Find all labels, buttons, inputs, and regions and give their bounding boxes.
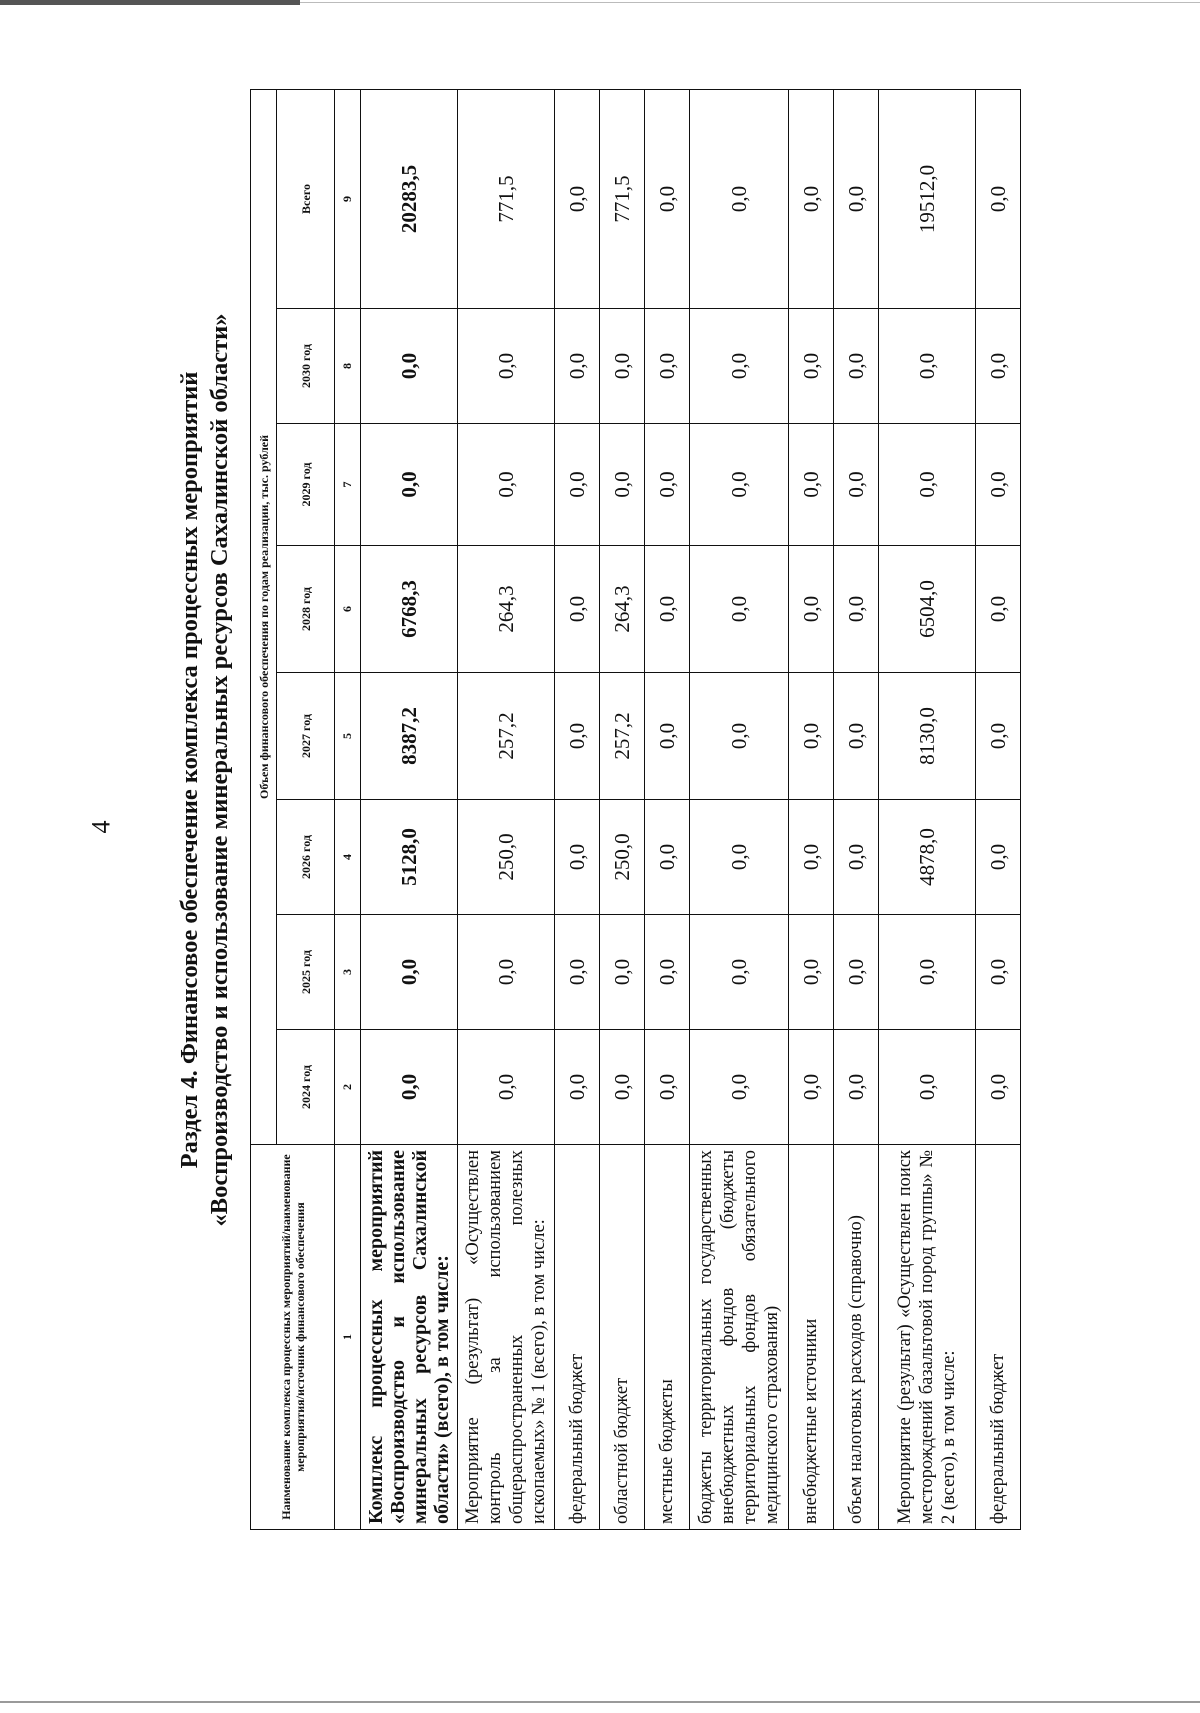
cell-value: 264,3 [600, 546, 645, 673]
cell-value: 6504,0 [879, 546, 976, 673]
cell-value: 0,0 [645, 546, 690, 673]
column-index: 6 [335, 546, 361, 673]
row-name: Комплекс процессных мероприятий «Воспроизводство и использование минеральных ресурсов Сахалинской области» (всего), в том числе: [361, 1145, 458, 1530]
column-index: 5 [335, 673, 361, 800]
row-name: областной бюджет [600, 1145, 645, 1530]
section-heading [175, 10, 235, 1530]
cell-value: 0,0 [789, 89, 834, 308]
column-index: 4 [335, 800, 361, 915]
cell-value: 257,2 [600, 673, 645, 800]
row-name: Мероприятие (результат) «Осуществлен поиск месторождений базальтовой пород группы» № 2 (всего), в том числе: [879, 1145, 976, 1530]
heading-line-1: Раздел 4. Финансовое обеспечение комплекса процессных мероприятий [176, 371, 203, 1169]
page-number: 4 [86, 820, 116, 834]
cell-value: 0,0 [600, 424, 645, 546]
year-header: 2029 год [277, 424, 335, 546]
column-index: 8 [335, 309, 361, 424]
cell-value: 0,0 [789, 800, 834, 915]
cell-value: 250,0 [458, 800, 555, 915]
heading-line-2: «Воспроизводство и использование минеральных ресурсов Сахалинской области» [206, 313, 233, 1227]
cell-value: 8387,2 [361, 673, 458, 800]
table-row [600, 89, 645, 1529]
row-name: внебюджетные источники [789, 1145, 834, 1530]
column-index: 1 [335, 1145, 361, 1530]
cell-value: 0,0 [361, 1030, 458, 1145]
cell-value: 0,0 [600, 1030, 645, 1145]
cell-value: 0,0 [690, 915, 789, 1030]
scan-edge-top-thin [300, 2, 1200, 3]
table-row [879, 89, 976, 1529]
cell-value: 0,0 [600, 309, 645, 424]
cell-value: 0,0 [555, 89, 600, 308]
cell-value: 250,0 [600, 800, 645, 915]
row-name: федеральный бюджет [976, 1145, 1021, 1530]
cell-value: 0,0 [834, 424, 879, 546]
row-name: федеральный бюджет [555, 1145, 600, 1530]
table-row [834, 89, 879, 1529]
cell-value: 0,0 [834, 800, 879, 915]
cell-value: 0,0 [834, 915, 879, 1030]
cell-value: 0,0 [834, 673, 879, 800]
table-row [555, 89, 600, 1529]
cell-value: 0,0 [976, 800, 1021, 915]
cell-value: 0,0 [361, 915, 458, 1030]
year-header: 2025 год [277, 915, 335, 1030]
table-row [976, 89, 1021, 1529]
cell-value: 0,0 [976, 673, 1021, 800]
scan-edge-bottom [0, 1701, 1200, 1703]
cell-value: 0,0 [645, 673, 690, 800]
cell-value: 0,0 [879, 309, 976, 424]
cell-value: 0,0 [834, 1030, 879, 1145]
row-name: бюджеты территориальных государственных внебюджетных фондов (бюджеты территориальных фондов обязательного медицинского страхования) [690, 1145, 789, 1530]
cell-value: 0,0 [600, 915, 645, 1030]
row-name: местные бюджеты [645, 1145, 690, 1530]
cell-value: 0,0 [976, 309, 1021, 424]
cell-value: 0,0 [976, 915, 1021, 1030]
column-index: 7 [335, 424, 361, 546]
scan-edge-top [0, 0, 300, 5]
col-name-header: Наименование комплекса процессных мероприятий/наименование мероприятия/источник финансового обеспечения [251, 1145, 335, 1530]
group-header: Объем финансового обеспечения по годам реализации, тыс. рублей [251, 89, 277, 1144]
cell-value: 0,0 [879, 1030, 976, 1145]
cell-value: 0,0 [690, 424, 789, 546]
total-header: Всего [277, 89, 335, 308]
cell-value: 0,0 [555, 1030, 600, 1145]
table-row [361, 89, 458, 1529]
column-index: 9 [335, 89, 361, 308]
cell-value: 0,0 [361, 309, 458, 424]
cell-value: 0,0 [458, 309, 555, 424]
cell-value: 0,0 [555, 673, 600, 800]
cell-value: 0,0 [976, 1030, 1021, 1145]
cell-value: 8130,0 [879, 673, 976, 800]
cell-value: 0,0 [789, 673, 834, 800]
cell-value: 0,0 [645, 1030, 690, 1145]
cell-value: 4878,0 [879, 800, 976, 915]
cell-value: 0,0 [555, 309, 600, 424]
table-row [789, 89, 834, 1529]
cell-value: 0,0 [789, 424, 834, 546]
cell-value: 0,0 [834, 89, 879, 308]
table-row [645, 89, 690, 1529]
cell-value: 0,0 [834, 309, 879, 424]
cell-value: 0,0 [879, 915, 976, 1030]
cell-value: 0,0 [976, 546, 1021, 673]
table-row [458, 89, 555, 1529]
cell-value: 0,0 [690, 309, 789, 424]
column-index: 3 [335, 915, 361, 1030]
row-name: объем налоговых расходов (справочно) [834, 1145, 879, 1530]
cell-value: 0,0 [690, 800, 789, 915]
cell-value: 771,5 [458, 89, 555, 308]
year-header: 2028 год [277, 546, 335, 673]
cell-value: 0,0 [690, 1030, 789, 1145]
cell-value: 0,0 [458, 1030, 555, 1145]
column-index: 2 [335, 1030, 361, 1145]
cell-value: 0,0 [645, 800, 690, 915]
cell-value: 0,0 [789, 546, 834, 673]
year-header: 2030 год [277, 309, 335, 424]
cell-value: 5128,0 [361, 800, 458, 915]
financing-table [250, 89, 1021, 1530]
cell-value: 0,0 [555, 546, 600, 673]
cell-value: 0,0 [645, 915, 690, 1030]
cell-value: 6768,3 [361, 546, 458, 673]
cell-value: 0,0 [789, 1030, 834, 1145]
cell-value: 0,0 [361, 424, 458, 546]
year-header: 2024 год [277, 1030, 335, 1145]
row-name: Мероприятие (результат) «Осуществлен контроль за использованием общераспространенных полезных ископаемых» № 1 (всего), в том числе: [458, 1145, 555, 1530]
cell-value: 0,0 [645, 309, 690, 424]
cell-value: 20283,5 [361, 89, 458, 308]
year-header: 2026 год [277, 800, 335, 915]
cell-value: 0,0 [976, 89, 1021, 308]
cell-value: 0,0 [458, 915, 555, 1030]
cell-value: 0,0 [879, 424, 976, 546]
cell-value: 0,0 [645, 89, 690, 308]
cell-value: 0,0 [690, 89, 789, 308]
year-header: 2027 год [277, 673, 335, 800]
rotated-page-content [175, 10, 1175, 1530]
cell-value: 0,0 [789, 309, 834, 424]
cell-value: 264,3 [458, 546, 555, 673]
table-row [690, 89, 789, 1529]
cell-value: 0,0 [690, 673, 789, 800]
cell-value: 0,0 [458, 424, 555, 546]
cell-value: 0,0 [555, 915, 600, 1030]
cell-value: 257,2 [458, 673, 555, 800]
cell-value: 771,5 [600, 89, 645, 308]
cell-value: 0,0 [645, 424, 690, 546]
cell-value: 0,0 [555, 424, 600, 546]
cell-value: 0,0 [690, 546, 789, 673]
cell-value: 19512,0 [879, 89, 976, 308]
cell-value: 0,0 [834, 546, 879, 673]
cell-value: 0,0 [976, 424, 1021, 546]
cell-value: 0,0 [789, 915, 834, 1030]
cell-value: 0,0 [555, 800, 600, 915]
